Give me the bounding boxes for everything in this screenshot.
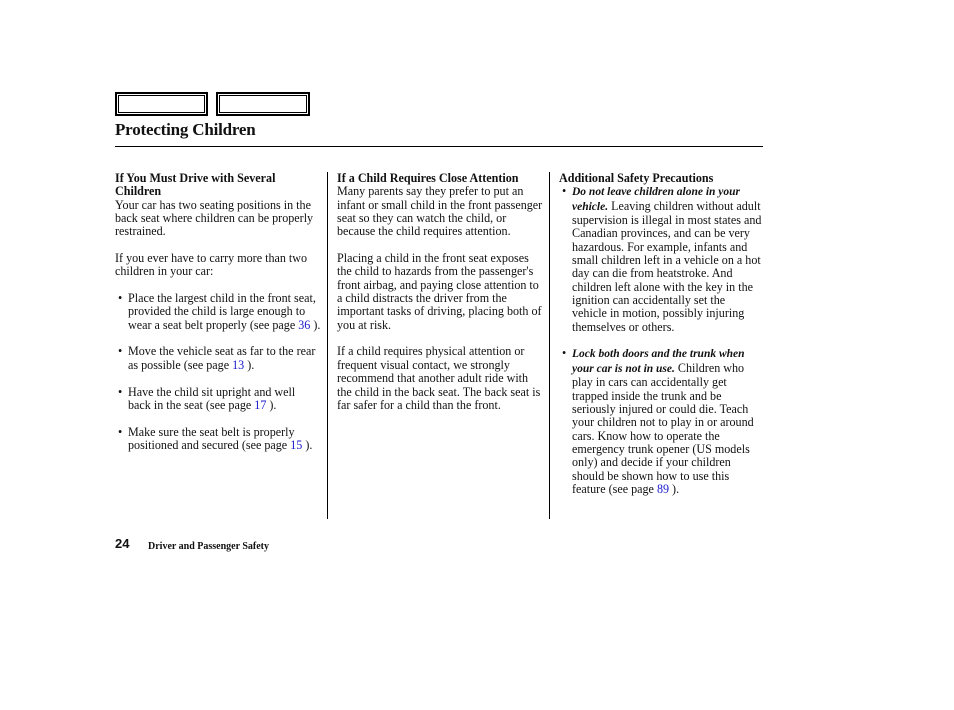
section-heading: If You Must Drive with Several Children (115, 171, 276, 199)
paragraph: Many parents say they prefer to put an infant or small child in the front passenger seat so they can watch the child, or because the child requires attention. (337, 184, 543, 239)
list-item (115, 426, 321, 453)
page-link[interactable]: 17 (254, 397, 267, 412)
list-item-text: Make sure the seat belt is properly positioned and secured (see page (128, 424, 295, 452)
section-heading: Additional Safety Precautions (559, 171, 714, 185)
list-item (115, 345, 321, 372)
list-item-text: Leaving children without adult supervision is illegal in most states and Canadian provinces, and can be very hazardous. For example, infants and small children left in a vehicle on a hot day can die from heatstroke. And children left alone with the key in the ignition can accidentally set the vehicle in motion, possibly injuring themselves or others. (572, 198, 762, 334)
column-several-children (115, 172, 321, 466)
list-item (115, 386, 321, 413)
bullet-icon: • (118, 384, 123, 399)
column-divider-1 (327, 172, 328, 519)
section-heading: If a Child Requires Close Attention (337, 171, 519, 185)
list-item (115, 292, 321, 332)
list-item-text: ). (244, 357, 255, 372)
column-safety-precautions (559, 172, 763, 510)
paragraph: Placing a child in the front seat exposes the child to hazards from the passenger's front airbag, and paying close attention to a child distracts the driver from the important tasks of driving, placing both of you at risk. (337, 251, 542, 332)
list-item-text: Move the vehicle seat as far to the rear as possible (see page (128, 344, 316, 372)
list-item-text: ). (266, 397, 277, 412)
bullet-list (559, 185, 763, 496)
list-item-text: ). (669, 481, 680, 496)
bullet-icon: • (118, 424, 123, 439)
paragraph: Your car has two seating positions in the back seat where children can be properly restrained. (115, 197, 314, 239)
nav-button-next[interactable] (216, 92, 310, 116)
emphasis-text: Do not leave children alone in your vehicle. (572, 186, 741, 213)
list-item-text: ). (310, 317, 321, 332)
list-item-text: ). (302, 437, 313, 452)
emphasis-text: Lock both doors and the trunk when your car is not in use. (572, 348, 745, 375)
page-link[interactable]: 89 (656, 481, 670, 496)
list-item (559, 185, 763, 334)
page-link[interactable]: 36 (298, 317, 311, 332)
bullet-icon: • (562, 184, 567, 199)
paragraph: If a child requires physical attention or frequent visual contact, we strongly recommend that another adult ride with the child in the back seat. The back seat is far safer for a child than the front. (337, 344, 541, 412)
paragraph: If you ever have to carry more than two children in your car: (115, 251, 308, 279)
list-item-text: Have the child sit upright and well back in the seat (see page (128, 384, 296, 412)
title-divider (115, 146, 763, 147)
page-number: 24 (115, 536, 130, 551)
list-item (559, 347, 763, 496)
column-close-attention (337, 172, 543, 426)
section-name: Driver and Passenger Safety (148, 541, 270, 552)
page-link[interactable]: 15 (290, 437, 303, 452)
column-divider-2 (549, 172, 550, 519)
page-link[interactable]: 13 (232, 357, 245, 372)
bullet-icon: • (118, 291, 123, 306)
page-title: Protecting Children (115, 120, 256, 139)
list-item-text: Children who play in cars can accidentally get trapped inside the trunk and be seriously injured or could die. Teach your children not to play in or around cars. Know how to operate the emergency trunk opener (US models only) and decide if your children should be shown how to use this feature (see page (572, 360, 754, 496)
bullet-list (115, 292, 321, 452)
nav-button-prev[interactable] (115, 92, 208, 116)
bullet-icon: • (118, 344, 123, 359)
bullet-icon: • (562, 346, 567, 361)
list-item-text: Place the largest child in the front seat, provided the child is large enough to wear a seat belt properly (see page (128, 291, 316, 332)
